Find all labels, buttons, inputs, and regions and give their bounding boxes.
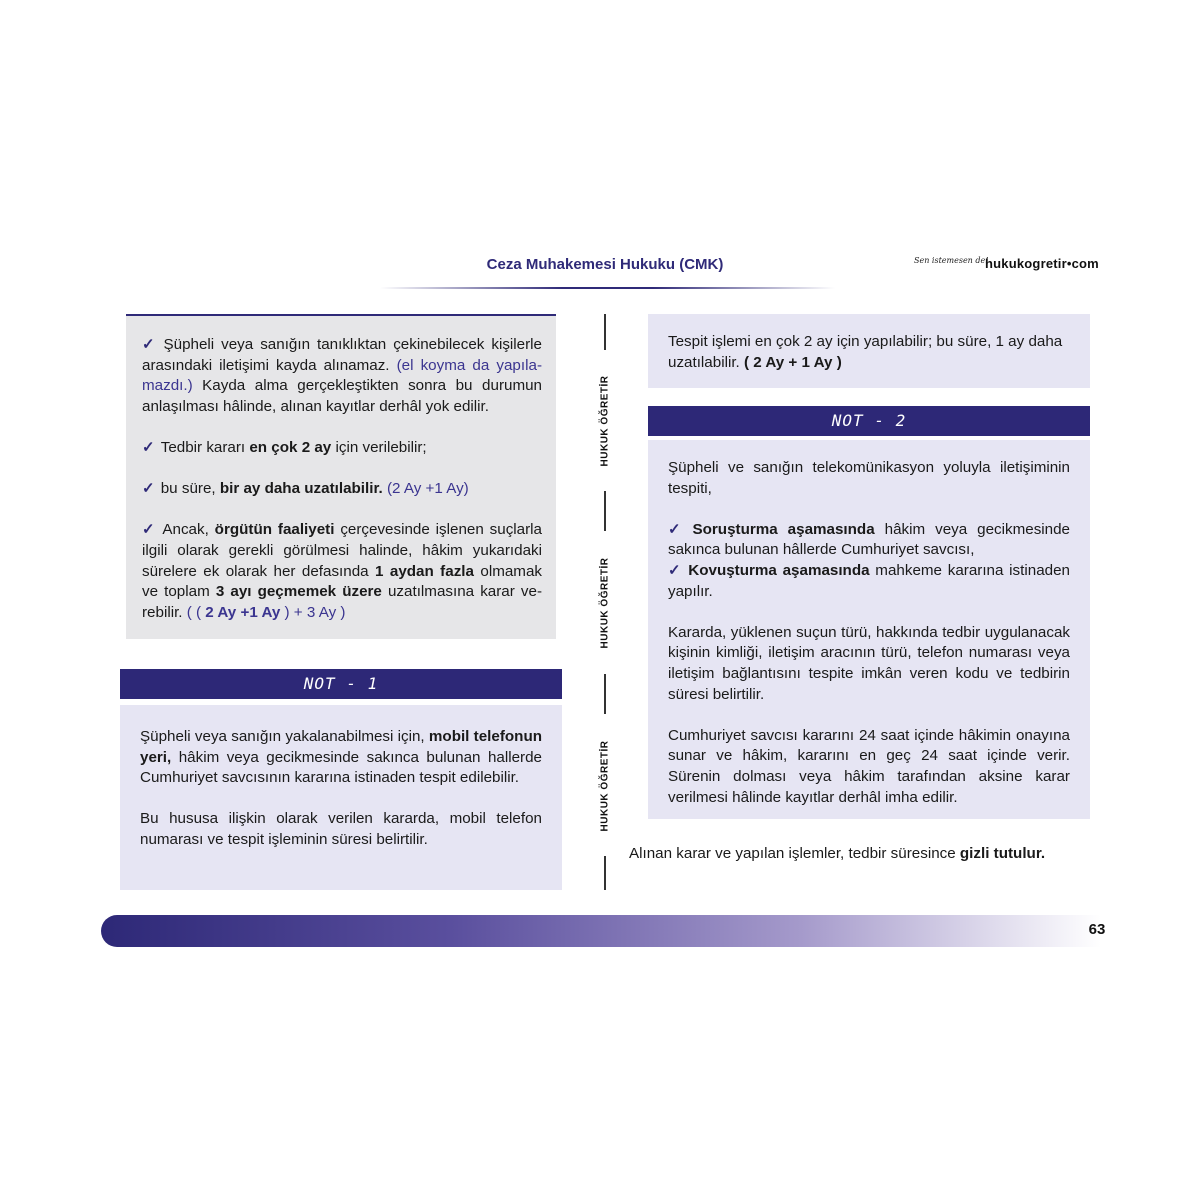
info-box-right-top xyxy=(648,314,1090,388)
note-2-paragraph-4: Cumhuriyet savcısı kararını 24 saat içinde hâkimin onayına sunar ve hâkim, kararını en geç 24 saat içinde verir. Sürenin dolması veya hâkim tarafından aksine karar verilmesi hâlinde kayıtlar derhâl imha edilir. xyxy=(668,726,1070,806)
brand-slogan: Sen istemesen de! xyxy=(914,256,989,265)
check-icon: ✓ xyxy=(142,336,158,353)
check-icon: ✓ xyxy=(142,480,155,498)
paragraph-1: ✓ Şüpheli veya sanığın tanıklıktan çekinebilecek kişilerle arasındaki iletişimi kayda alınamaz. (el koyma da yapılamazdı.) Kayda alma gerçekleştikten sonra bu durumun anlaşılması hâlinde, alınan kayıtlar derhâl yok edilir. xyxy=(142,336,543,415)
paragraph-4: ✓ Ancak, örgütün faaliyeti çerçevesinde işlenen suçlarla ilgili olarak gerekli görülmesi halinde, hâkim yukarıdaki sürelere ek olarak her defasında 1 aydan fazla olmamak ve toplam 3 ayı geçmemek üzere uzatılmasına karar verebilir. ( ( 2 Ay +1 Ay ) + 3 Ay ) xyxy=(142,521,542,621)
note-2-paragraph-2: ✓ Soruşturma aşamasında hâkim veya gecikmesinde sakınca bulunan hâllerde Cumhuriyet savcısı, ✓ Kovuşturma aşamasında mahkeme kararına istinaden yapılır. xyxy=(668,520,1070,600)
check-icon: ✓ xyxy=(142,521,157,539)
check-icon: ✓ xyxy=(668,561,683,579)
note-2-paragraph-1: Şüpheli ve sanığın telekomünikasyon yoluyla iletişiminin tespiti, xyxy=(668,459,1070,497)
vertical-divider xyxy=(604,314,606,350)
note-1-title: NOT - 1 xyxy=(120,669,562,699)
check-icon: ✓ xyxy=(668,520,687,538)
note-2-title: NOT - 2 xyxy=(648,406,1090,436)
paragraph-2: ✓ Tedbir kararı en çok 2 ay için verilebilir; xyxy=(142,438,427,456)
page-header-title: Ceza Muhakemesi Hukuku (CMK) xyxy=(486,256,724,273)
vertical-divider xyxy=(604,856,606,890)
page-number: 63 xyxy=(1088,921,1106,938)
note-2-box xyxy=(648,440,1090,819)
vertical-divider xyxy=(604,491,606,531)
footer-note: Alınan karar ve yapılan işlemler, tedbir süresince gizli tutulur. xyxy=(629,845,1046,862)
brand-site: hukukogretir•com xyxy=(985,256,1099,271)
side-label: HUKUK ÖĞRETİR xyxy=(599,740,611,832)
vertical-divider xyxy=(604,674,606,714)
paragraph-3: ✓ bu süre, bir ay daha uzatılabilir. (2 Ay +1 Ay) xyxy=(142,480,469,498)
header-divider xyxy=(380,287,835,289)
note-1-paragraph-2: Bu hususa ilişkin olarak verilen kararda, mobil telefon numarası ve tespit işleminin süresi belirtilir. xyxy=(140,810,542,848)
side-label: HUKUK ÖĞRETİR xyxy=(599,557,611,649)
note-1-paragraph-1: Şüpheli veya sanığın yakalanabilmesi için, mobil telefonun yeri, hâkim veya gecikmesinde sakınca bulunan hallerde Cumhuriyet savcısının kararına istinaden tespit edilebilir. xyxy=(140,728,542,787)
info-box-left xyxy=(126,314,556,639)
check-icon: ✓ xyxy=(142,438,155,456)
page-footer-bar xyxy=(101,915,1101,947)
right-top-paragraph: Tespit işlemi en çok 2 ay için yapılabilir; bu süre, 1 ay daha uzatılabilir. ( 2 Ay + 1 Ay ) xyxy=(668,333,1063,371)
note-2-paragraph-3: Kararda, yüklenen suçun türü, hakkında tedbir uygulanacak kişinin kimliği, iletişim aracının türü, telefon numarası veya iletişim bağlantısını tespite imkân veren kodu ve tedbirin süresi belirtilir. xyxy=(668,623,1070,703)
side-label: HUKUK ÖĞRETİR xyxy=(599,375,611,467)
note-1-box xyxy=(120,705,562,890)
